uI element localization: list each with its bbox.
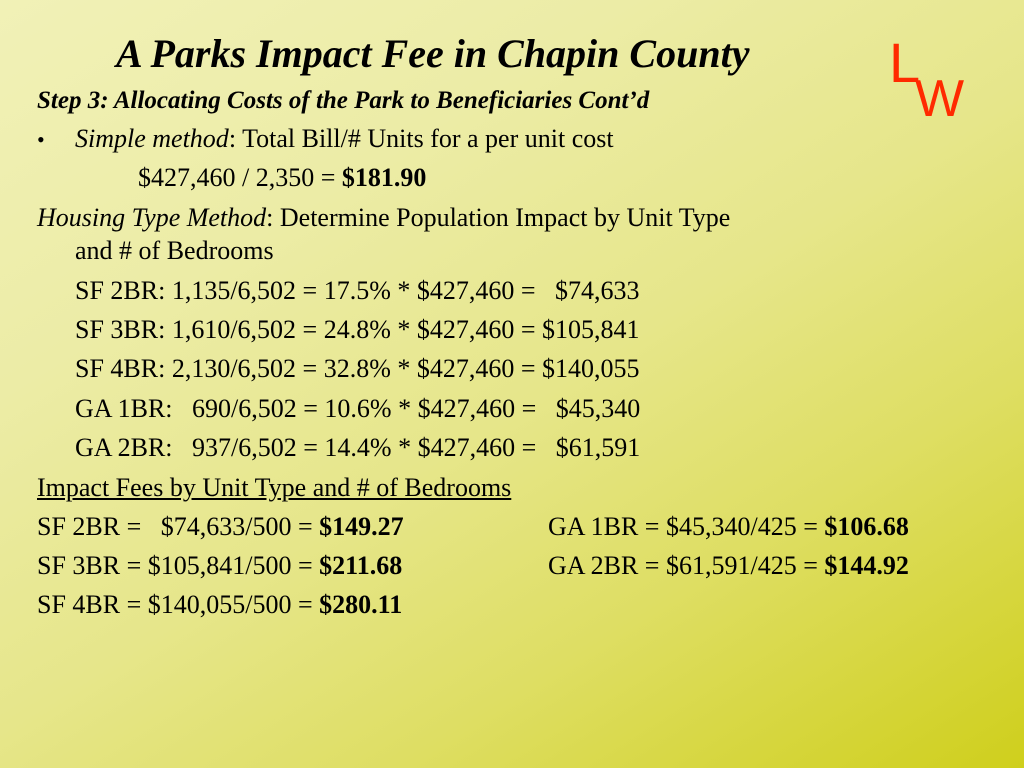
slide-title: A Parks Impact Fee in Chapin County [116, 31, 750, 76]
housing-type-text: : Determine Population Impact by Unit Type [266, 203, 731, 232]
fee-row-sf-3br [37, 551, 402, 581]
fee-label: GA 1BR = $45,340/425 = [548, 512, 825, 541]
fee-row-ga-2br [548, 551, 909, 581]
impact-fees-heading [37, 473, 511, 503]
impact-fees-heading-text: Impact Fees by Unit Type and # of Bedrooms [37, 473, 512, 502]
simple-method-calc-line [138, 163, 426, 193]
fee-value: $211.68 [319, 551, 403, 580]
fee-row-sf-2br [37, 512, 404, 542]
simple-method-calc: $427,460 / 2,350 = [138, 163, 342, 192]
fee-row-sf-4br [37, 590, 402, 620]
housing-row: SF 4BR: 2,130/6,502 = 32.8% * $427,460 = $140,055 [75, 354, 640, 383]
housing-row: GA 1BR: 690/6,502 = 10.6% * $427,460 = $45,340 [75, 394, 641, 423]
fee-label: SF 2BR = $74,633/500 = [37, 512, 320, 541]
housing-row: GA 2BR: 937/6,502 = 14.4% * $427,460 = $61,591 [75, 433, 641, 462]
fee-label: GA 2BR = $61,591/425 = [548, 551, 825, 580]
simple-method-result: $181.90 [341, 163, 427, 192]
logo-letter-w: W [915, 70, 965, 124]
simple-method-line [75, 124, 614, 154]
simple-method-text: : Total Bill/# Units for a per unit cost [228, 124, 614, 153]
lw-logo [887, 34, 973, 124]
housing-type-cont: and # of Bedrooms [75, 236, 274, 265]
simple-method-label: Simple method [75, 124, 229, 153]
slide-subtitle: Step 3: Allocating Costs of the Park to Beneficiaries Cont’d [37, 87, 650, 114]
housing-type-label: Housing Type Method [37, 203, 267, 232]
housing-row: SF 2BR: 1,135/6,502 = 17.5% * $427,460 = $74,633 [75, 276, 640, 305]
fee-value: $144.92 [824, 551, 909, 580]
housing-row: SF 3BR: 1,610/6,502 = 24.8% * $427,460 = $105,841 [75, 315, 640, 344]
logo-letter-l: L [889, 34, 921, 94]
fee-value: $280.11 [319, 590, 403, 619]
fee-label: SF 4BR = $140,055/500 = [37, 590, 320, 619]
bullet-icon: • [37, 127, 45, 152]
fee-label: SF 3BR = $105,841/500 = [37, 551, 320, 580]
fee-value: $149.27 [319, 512, 404, 541]
fee-row-ga-1br [548, 512, 909, 542]
fee-value: $106.68 [824, 512, 909, 541]
housing-type-line [37, 203, 730, 233]
